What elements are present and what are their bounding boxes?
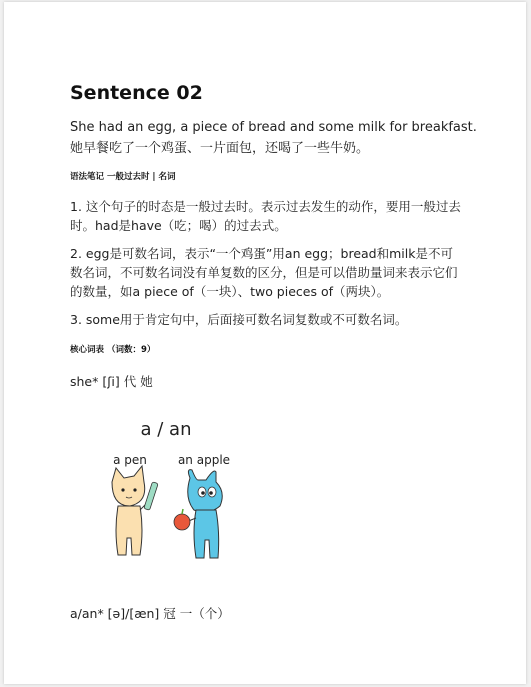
cat-character-icon bbox=[112, 466, 150, 555]
illustration-label-a-pen: a pen bbox=[113, 453, 147, 467]
a-an-illustration bbox=[94, 410, 244, 585]
vocab-word-a-an: a/an* [ə]/[æn] 冠 一（个） bbox=[70, 606, 230, 621]
grammar-note-3: 3. some用于肯定句中，后面接可数名词复数或不可数名词。 bbox=[70, 312, 408, 327]
sentence-chinese: 她早餐吃了一个鸡蛋、一片面包，还喝了一些牛奶。 bbox=[70, 141, 370, 156]
grammar-notes-heading: 语法笔记 一般过去时 | 名词 bbox=[70, 172, 176, 182]
vocabulary-heading: 核心词表 （词数：9） bbox=[70, 345, 156, 355]
vocab-word-she: she* [ʃi] 代 她 bbox=[70, 374, 153, 389]
blue-creature-icon bbox=[186, 470, 222, 558]
pen-icon bbox=[144, 482, 158, 510]
grammar-note-2: 2. egg是可数名词，表示“一个鸡蛋”用an egg；bread和milk是不可数名词，不可数名词没有单复数的区分，但是可以借助量词来表示它们的数量，如a piece of（一块）、two pieces of（两块）。 bbox=[70, 246, 458, 299]
page-title: Sentence 02 bbox=[70, 82, 203, 104]
illustration-label-an-apple: an apple bbox=[177, 453, 231, 467]
grammar-note-1: 1. 这个句子的时态是一般过去时。表示过去发生的动作，要用一般过去时。had是have（吃；喝）的过去式。 bbox=[70, 199, 461, 233]
apple-icon bbox=[174, 509, 190, 530]
document-page bbox=[4, 2, 526, 684]
sentence-english: She had an egg, a piece of bread and some milk for breakfast. bbox=[70, 120, 477, 135]
illustration-title: a / an bbox=[140, 419, 192, 440]
